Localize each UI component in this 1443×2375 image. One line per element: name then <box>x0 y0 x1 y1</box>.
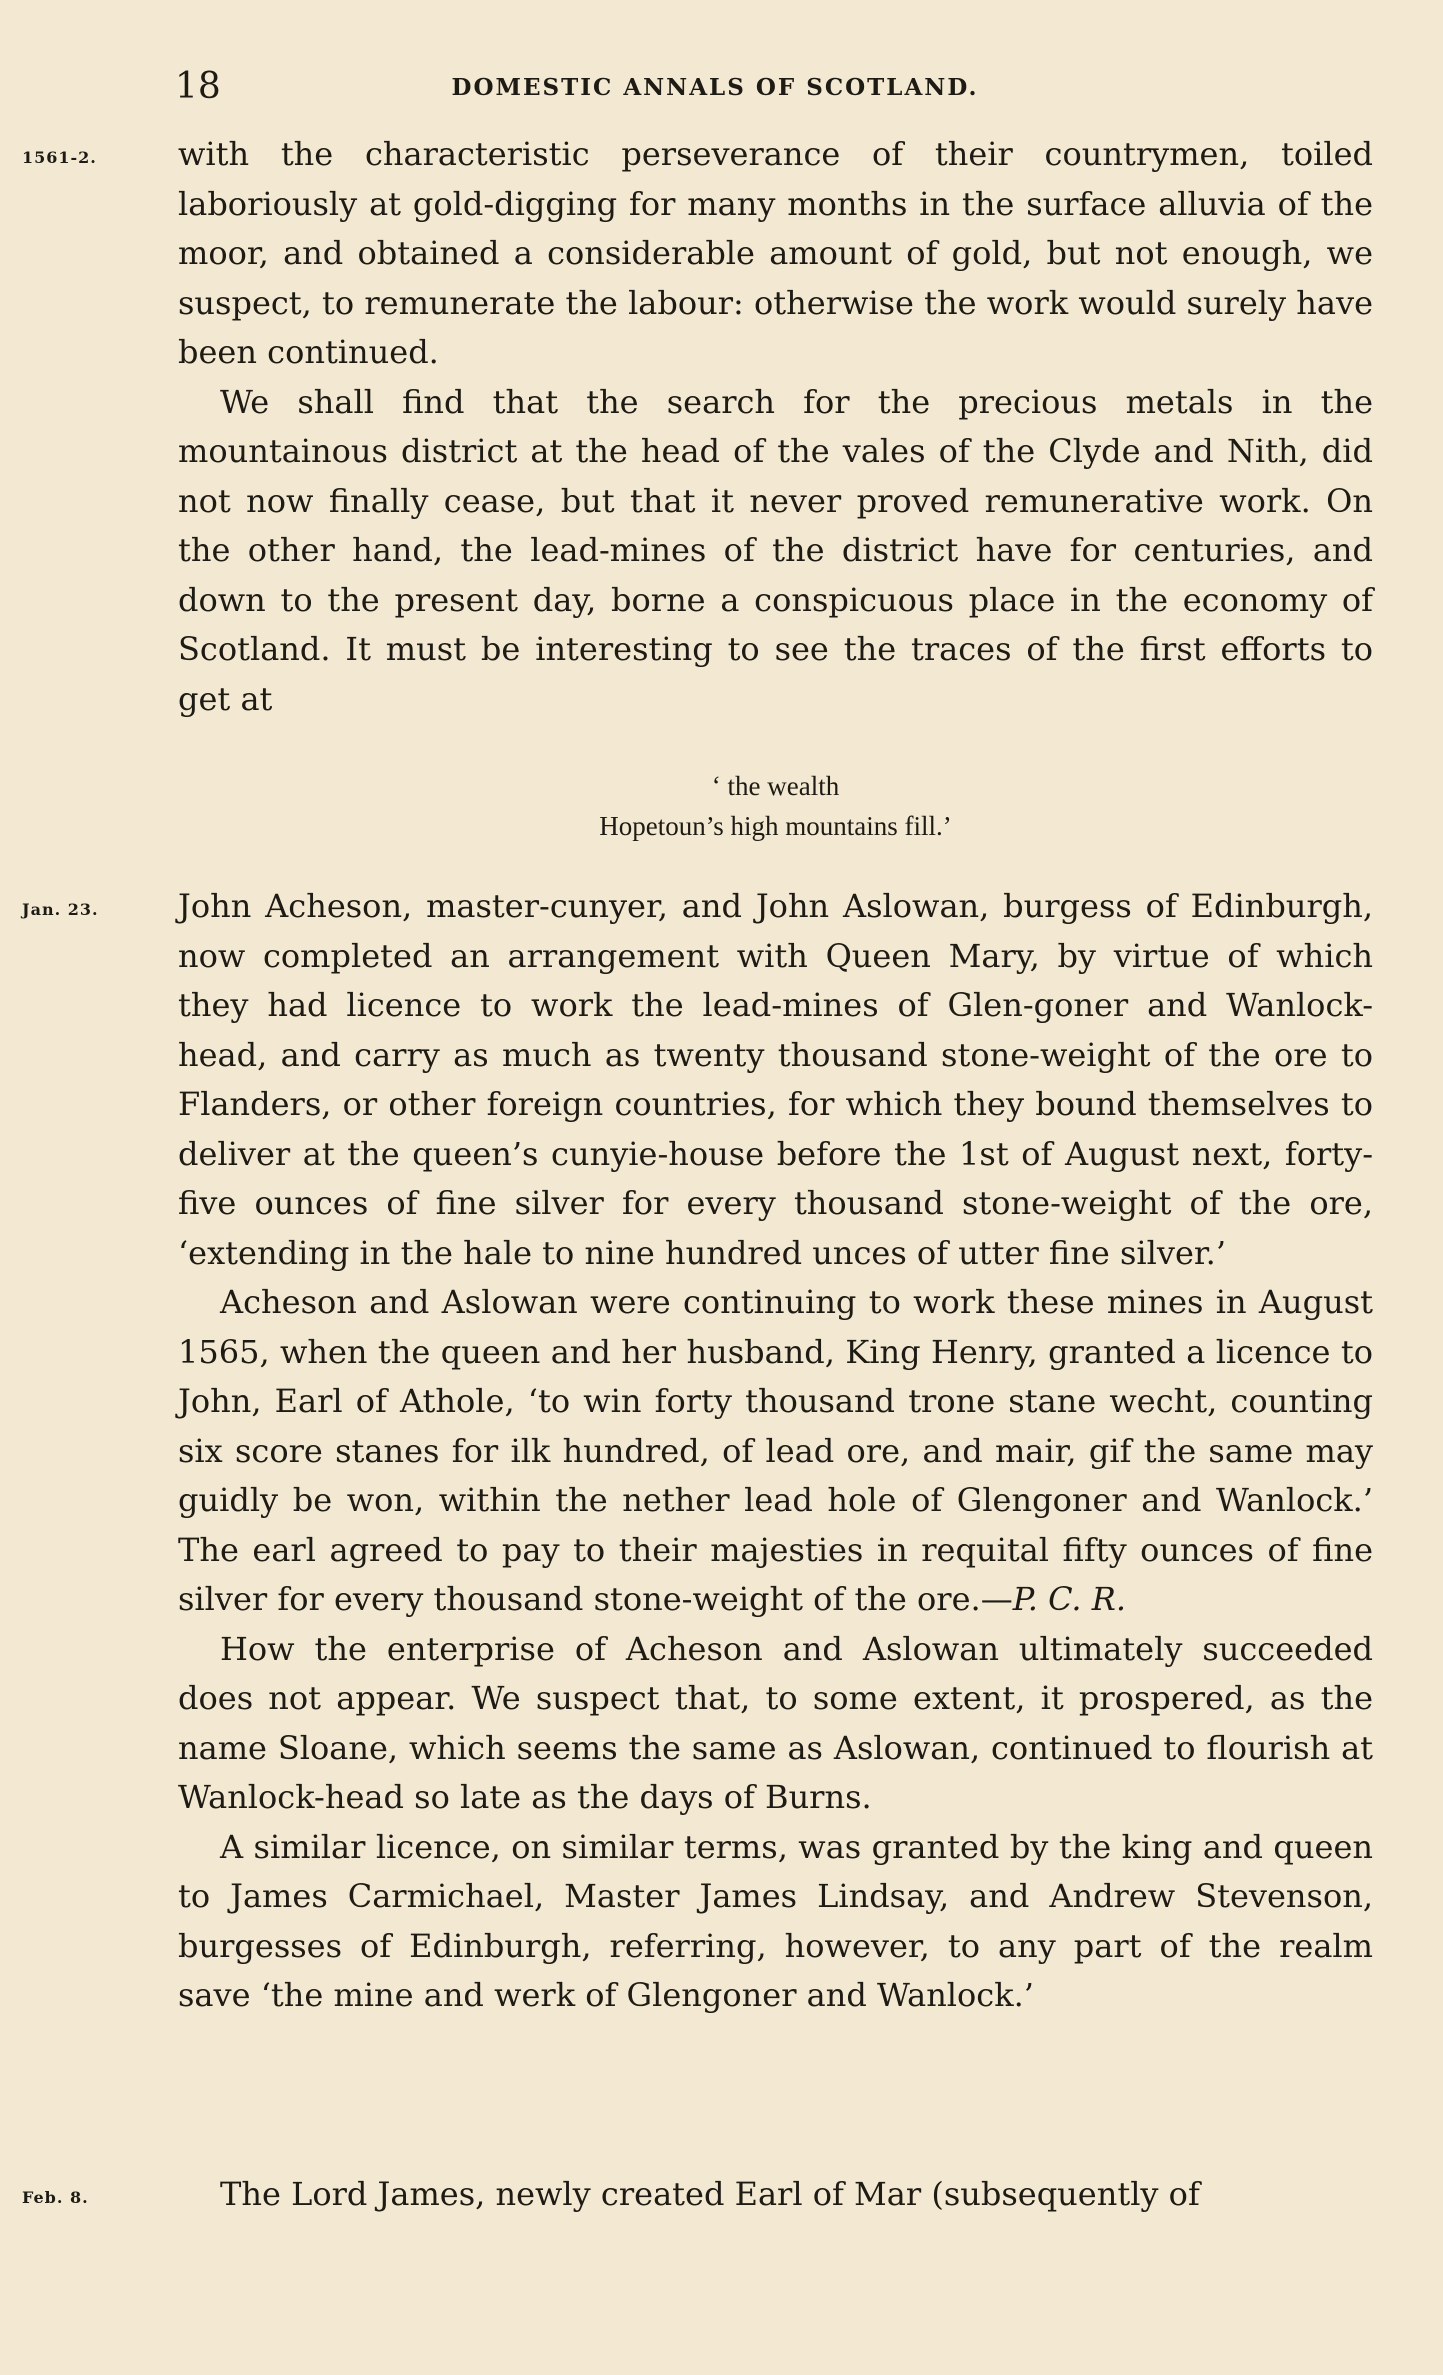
paragraph-athole-licence <box>178 1278 1373 1625</box>
running-head <box>175 62 1375 112</box>
quote-line-2: Hopetoun’s high mountains fill.’ <box>599 811 952 841</box>
section-lord-james <box>178 2170 1373 2220</box>
margin-date-feb-8: Feb. 8. <box>22 2188 89 2207</box>
paragraph-similar-licence: A similar licence, on similar terms, was granted by the king and queen to James Carmichael, Master James Lindsay, and Andrew Stevenson, burgesses of Edinburgh, referring, however, to any part of the realm save ‘the mine and werk of Glengoner and Wanlock.’ <box>178 1827 1373 2014</box>
paragraph-precious-metals: We shall find that the search for the precious metals in the mountainous district at the head of the vales of the Clyde and Nith, did not now finally cease, but that it never proved remunerative work. On the other hand, the lead-mines of the district have for centuries, and down to the present day, borne a conspicuous place in the economy of Scotland. It must be interesting to see the traces of the first efforts to get at <box>178 382 1373 718</box>
quote-line-1: ‘ the wealth <box>711 771 840 801</box>
paragraph-acheson-licence: John Acheson, master-cunyer, and John Aslowan, burgess of Edinburgh, now completed an arrangement with Queen Mary, by virtue of which they had licence to work the lead-mines of Glen-goner and Wanlock-head, and carry as much as twenty thousand stone-weight of the ore to Flanders, or other foreign countries, for which they bound themselves to deliver at the queen’s cunyie-house before the 1st of August next, forty-five ounces of fine silver for every thousand stone-weight of the ore, ‘extending in the hale to nine hundred unces of utter fine silver.’ <box>178 887 1373 1272</box>
paragraph-enterprise-outcome: How the enterprise of Acheson and Aslowan ultimately succeeded does not appear. We suspect that, to some extent, it prospered, as the name Sloane, which seems the same as Aslowan, continued to flourish at Wanlock-head so late as the days of Burns. <box>178 1629 1373 1816</box>
section-gold-digging <box>178 130 1373 724</box>
page-number: 18 <box>175 66 221 107</box>
verse-quotation <box>178 766 1373 846</box>
citation: P. C. R. <box>1012 1580 1127 1618</box>
section-lead-mines <box>178 882 1373 2021</box>
margin-date-1561: 1561-2. <box>22 148 97 167</box>
margin-date-jan-23: Jan. 23. <box>22 900 99 919</box>
paragraph-gold-digging: with the characteristic perseverance of their countrymen, toiled laboriously at gold-digging for many months in the surface alluvia of the moor, and obtained a considerable amount of gold, but not enough, we suspect, to remunerate the labour: otherwise the work would surely have been continued. <box>178 135 1373 371</box>
athole-licence-text: Acheson and Aslowan were continuing to work these mines in August 1565, when the queen and her husband, King Henry, granted a licence to John, Earl of Athole, ‘to win forty thousand trone stane wecht, counting six score stanes for ilk hundred, of lead ore, and mair, gif the same may guidly be won, within the nether lead hole of Glengoner and Wanlock.’ The earl agreed to pay to their majesties in requital fifty ounces of fine silver for every thousand stone-weight of the ore.— <box>178 1283 1373 1618</box>
paragraph-lord-james: The Lord James, newly created Earl of Mar (subsequently of <box>220 2175 1200 2213</box>
running-title: DOMESTIC ANNALS OF SCOTLAND. <box>451 74 979 101</box>
